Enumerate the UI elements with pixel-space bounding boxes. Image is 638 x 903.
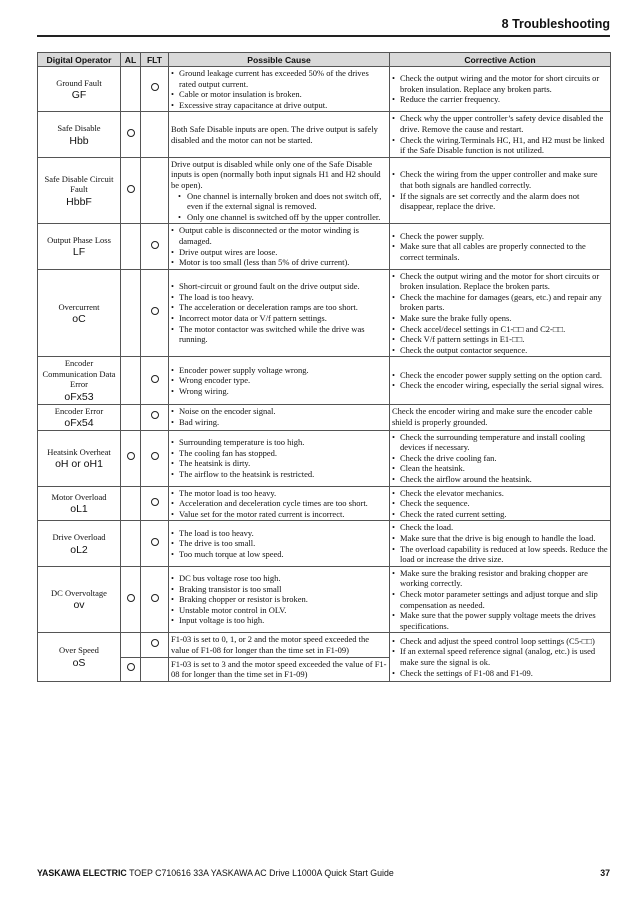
flt-cell — [141, 521, 169, 566]
fault-name: Safe Disable — [57, 123, 101, 134]
al-cell — [121, 112, 141, 157]
circle-mark-icon — [151, 411, 159, 419]
flt-cell — [141, 357, 169, 404]
bullet-list — [171, 406, 387, 427]
troubleshooting-table — [37, 52, 611, 682]
cause-cell — [169, 224, 390, 269]
bullet-list — [392, 568, 608, 632]
bullet-list — [171, 191, 387, 223]
table-header-row — [38, 53, 611, 67]
al-cell — [121, 486, 141, 521]
list-item: • If the signals are set correctly and the alarm does not disappear, replace the drive. — [392, 191, 608, 212]
list-item: • The overload capability is reduced at low speeds. Reduce the load or increase the drive size. — [392, 544, 608, 565]
table-row — [38, 224, 611, 269]
circle-mark-icon — [151, 452, 159, 460]
list-item: • The acceleration or deceleration ramps are too short. — [171, 302, 387, 313]
list-item: • Check and adjust the speed control loop settings (C5-□□) — [392, 636, 608, 647]
operator-cell — [38, 112, 121, 157]
list-item: • The airflow to the heatsink is restricted. — [171, 469, 387, 480]
action-cell — [390, 67, 611, 112]
page-number: 37 — [600, 868, 610, 878]
list-item: • Make sure the braking resistor and braking chopper are working correctly. — [392, 568, 608, 589]
fault-name: Over Speed — [59, 645, 99, 656]
list-item: • Acceleration and deceleration cycle times are too short. — [171, 498, 387, 509]
header-corrective-action: Corrective Action — [390, 53, 611, 67]
header-al: AL — [121, 53, 141, 67]
flt-cell — [141, 157, 169, 224]
bullet-list — [392, 636, 608, 678]
operator-cell — [38, 430, 121, 486]
action-cell — [390, 357, 611, 404]
action-text: Check the encoder wiring and make sure the encoder cable shield is properly grounded. — [392, 406, 593, 428]
list-item: • Check V/f pattern settings in E1-□□. — [392, 334, 608, 345]
list-item: • Unstable motor control in OLV. — [171, 605, 387, 616]
action-cell — [390, 633, 611, 681]
list-item: • Ground leakage current has exceeded 50% of the drives rated output current. — [171, 68, 387, 89]
footer — [37, 868, 610, 878]
bullet-list — [392, 231, 608, 263]
cause-cell — [169, 67, 390, 112]
fault-name: Overcurrent — [58, 301, 100, 312]
bullet-list — [392, 113, 608, 155]
action-cell — [390, 224, 611, 269]
bullet-list — [171, 437, 387, 479]
list-item: • Check motor parameter settings and adjust torque and slip compensation as needed. — [392, 589, 608, 610]
list-item: • Wrong wiring. — [171, 386, 387, 397]
cause-cell — [169, 157, 390, 224]
table-row — [38, 357, 611, 404]
bullet-list — [392, 488, 608, 520]
list-item: • Short-circuit or ground fault on the drive output side. — [171, 281, 387, 292]
circle-mark-icon — [151, 538, 159, 546]
bullet-list — [171, 68, 387, 110]
list-item: • Cable or motor insulation is broken. — [171, 89, 387, 100]
bullet-list — [171, 281, 387, 345]
list-item: • Check the sequence. — [392, 498, 608, 509]
table-row — [38, 566, 611, 633]
circle-mark-icon — [151, 498, 159, 506]
operator-cell — [38, 486, 121, 521]
cause-cell — [169, 486, 390, 521]
fault-name: Heatsink Overheat — [47, 446, 111, 457]
footer-brand: YASKAWA ELECTRIC — [37, 868, 127, 878]
flt-cell — [141, 404, 169, 430]
list-item: • Encoder power supply voltage wrong. — [171, 365, 387, 376]
fault-code: oL2 — [70, 543, 88, 556]
list-item: • Check the power supply. — [392, 231, 608, 242]
list-item: • Check why the upper controller’s safety device disabled the drive. Remove the cause and restart. — [392, 113, 608, 134]
list-item: • DC bus voltage rose too high. — [171, 573, 387, 584]
table-row — [38, 67, 611, 112]
cause-text: F1-03 is set to 0, 1, or 2 and the motor speed exceeded the value of F1-08 for longer than the time set in F1-09) — [171, 634, 370, 655]
flt-cell — [141, 430, 169, 486]
list-item: • The heatsink is dirty. — [171, 458, 387, 469]
list-item: • Braking transistor is too small — [171, 584, 387, 595]
circle-mark-icon — [127, 185, 135, 193]
list-item: • Check the elevator mechanics. — [392, 488, 608, 499]
bullet-list — [171, 365, 387, 397]
list-item: • Check the rated current setting. — [392, 509, 608, 520]
fault-code: oFx54 — [64, 417, 94, 430]
list-item: • Check the wiring.Terminals HC, H1, and H2 must be linked if the Safe Disable function is not utilized. — [392, 135, 608, 156]
action-cell — [390, 566, 611, 633]
circle-mark-icon — [151, 639, 159, 647]
fault-code: GF — [71, 89, 87, 102]
al-cell — [121, 633, 141, 657]
cause-cell — [169, 112, 390, 157]
table-row — [38, 112, 611, 157]
list-item: • The motor load is too heavy. — [171, 488, 387, 499]
fault-name: Motor Overload — [51, 491, 107, 502]
flt-cell — [141, 67, 169, 112]
list-item: • Braking chopper or resistor is broken. — [171, 594, 387, 605]
list-item: • Noise on the encoder signal. — [171, 406, 387, 417]
list-item: • Check the encoder power supply setting on the option card. — [392, 370, 608, 381]
bullet-list — [392, 169, 608, 211]
fault-name: Drive Overload — [52, 532, 106, 543]
fault-name: Ground Fault — [56, 77, 102, 88]
circle-mark-icon — [151, 83, 159, 91]
header-digital-operator: Digital Operator — [38, 53, 121, 67]
al-cell — [121, 157, 141, 224]
bullet-list — [392, 522, 608, 564]
bullet-list — [171, 573, 387, 626]
bullet-list — [392, 271, 608, 356]
circle-mark-icon — [151, 241, 159, 249]
cause-cell — [169, 269, 390, 357]
fault-code: ov — [73, 599, 85, 612]
list-item: • Output cable is disconnected or the motor winding is damaged. — [171, 225, 387, 246]
fault-code: oS — [72, 656, 86, 669]
table-row — [38, 486, 611, 521]
al-cell — [121, 357, 141, 404]
fault-name: DC Overvoltage — [51, 587, 107, 598]
table-row — [38, 157, 611, 224]
flt-cell — [141, 633, 169, 657]
list-item: • Check the output wiring and the motor for short circuits or broken insulation. Replace the broken parts. — [392, 271, 608, 292]
fault-code: oL1 — [70, 503, 88, 516]
cause-cell — [169, 566, 390, 633]
list-item: • Reduce the carrier frequency. — [392, 94, 608, 105]
header-rule — [37, 35, 610, 37]
circle-mark-icon — [127, 452, 135, 460]
table-row — [38, 521, 611, 566]
cause-cell — [169, 521, 390, 566]
list-item: • The cooling fan has stopped. — [171, 448, 387, 459]
list-item: • Drive output wires are loose. — [171, 247, 387, 258]
operator-cell — [38, 521, 121, 566]
list-item: • Check accel/decel settings in C1-□□ and C2-□□. — [392, 324, 608, 335]
section-title: 8 Troubleshooting — [501, 17, 610, 31]
operator-cell — [38, 224, 121, 269]
action-cell — [390, 157, 611, 224]
header-flt: FLT — [141, 53, 169, 67]
bullet-list — [171, 225, 387, 267]
action-cell — [390, 486, 611, 521]
fault-code: HbbF — [66, 195, 92, 208]
operator-cell — [38, 404, 121, 430]
cause-cell — [169, 633, 390, 657]
list-item: • Bad wiring. — [171, 417, 387, 428]
list-item: • Make sure that the power supply voltage meets the drives specifications. — [392, 610, 608, 631]
fault-code: LF — [72, 246, 86, 259]
circle-mark-icon — [151, 307, 159, 315]
bullet-list — [171, 528, 387, 560]
table-row — [38, 430, 611, 486]
flt-cell — [141, 657, 169, 681]
bullet-list — [171, 488, 387, 520]
list-item: • Input voltage is too high. — [171, 615, 387, 626]
cause-text: Both Safe Disable inputs are open. The drive output is safely disabled and the motor can not be started. — [171, 123, 378, 145]
header-possible-cause: Possible Cause — [169, 53, 390, 67]
list-item: • Check the output contactor sequence. — [392, 345, 608, 356]
cause-cell — [169, 657, 390, 681]
footer-doc: TOEP C710616 33A YASKAWA AC Drive L1000A Quick Start Guide — [129, 868, 394, 878]
circle-mark-icon — [127, 594, 135, 602]
al-cell — [121, 404, 141, 430]
al-cell — [121, 430, 141, 486]
operator-cell — [38, 566, 121, 633]
cause-cell — [169, 404, 390, 430]
list-item: • Make sure that the drive is big enough to handle the load. — [392, 533, 608, 544]
list-item: • The drive is too small. — [171, 538, 387, 549]
cause-cell — [169, 357, 390, 404]
fault-code: oH or oH1 — [55, 458, 103, 471]
operator-cell — [38, 67, 121, 112]
list-item: • Check the settings of F1-08 and F1-09. — [392, 668, 608, 679]
fault-code: oFx53 — [64, 390, 94, 403]
list-item: • Make sure that all cables are properly connected to the correct terminals. — [392, 241, 608, 262]
action-cell — [390, 430, 611, 486]
table-row — [38, 633, 611, 657]
list-item: • Motor is too small (less than 5% of drive current). — [171, 257, 387, 268]
al-cell — [121, 269, 141, 357]
list-item: • Excessive stray capacitance at drive output. — [171, 100, 387, 111]
al-cell — [121, 67, 141, 112]
list-item: • Check the encoder wiring, especially the serial signal wires. — [392, 380, 608, 391]
circle-mark-icon — [127, 129, 135, 137]
list-item: • If an external speed reference signal (analog, etc.) is used make sure the signal is ok. — [392, 646, 608, 667]
action-cell — [390, 112, 611, 157]
circle-mark-icon — [127, 663, 135, 671]
flt-cell — [141, 224, 169, 269]
action-cell — [390, 269, 611, 357]
al-cell — [121, 566, 141, 633]
al-cell — [121, 521, 141, 566]
list-item: • Check the machine for damages (gears, etc.) and repair any broken parts. — [392, 292, 608, 313]
flt-cell — [141, 566, 169, 633]
cause-text: Drive output is disabled while only one of the Safe Disable inputs is open (normally both input signals H1 and H2 should be open). — [171, 158, 381, 190]
table-body — [38, 67, 611, 682]
bullet-list — [392, 370, 608, 391]
bullet-list — [392, 432, 608, 485]
table-row — [38, 269, 611, 357]
fault-code: oC — [72, 313, 86, 326]
list-item: • Check the wiring from the upper controller and make sure that both signals are handled correctly. — [392, 169, 608, 190]
cause-cell — [169, 430, 390, 486]
list-item: • The motor contactor was switched while the drive was running. — [171, 324, 387, 345]
list-item: • Check the airflow around the heatsink. — [392, 474, 608, 485]
cause-text: F1-03 is set to 3 and the motor speed exceeded the value of F1-08 for longer than the time set in F1-09) — [171, 658, 387, 680]
fault-code: Hbb — [69, 134, 89, 147]
list-item: • Make sure the brake fully opens. — [392, 313, 608, 324]
operator-cell — [38, 633, 121, 681]
fault-name: Safe Disable Circuit Fault — [44, 173, 114, 195]
operator-cell — [38, 357, 121, 404]
list-item: • The load is too heavy. — [171, 292, 387, 303]
fault-name: Output Phase Loss — [47, 234, 111, 245]
list-item: • Wrong encoder type. — [171, 375, 387, 386]
list-item: • One channel is internally broken and does not switch off, even if the external signal is removed. — [171, 191, 387, 212]
circle-mark-icon — [151, 594, 159, 602]
list-item: • Check the load. — [392, 522, 608, 533]
al-cell — [121, 657, 141, 681]
action-cell — [390, 404, 611, 430]
list-item: • Value set for the motor rated current is incorrect. — [171, 509, 387, 520]
flt-cell — [141, 486, 169, 521]
operator-cell — [38, 269, 121, 357]
action-cell — [390, 521, 611, 566]
fault-name: Encoder Communication Data Error — [42, 358, 116, 390]
list-item: • Check the output wiring and the motor for short circuits or broken insulation. Replace any broken parts. — [392, 73, 608, 94]
bullet-list — [392, 73, 608, 105]
list-item: • Only one channel is switched off by the upper controller. — [171, 212, 387, 223]
al-cell — [121, 224, 141, 269]
list-item: • Clean the heatsink. — [392, 463, 608, 474]
fault-name: Encoder Error — [54, 405, 104, 416]
list-item: • The load is too heavy. — [171, 528, 387, 539]
list-item: • Check the drive cooling fan. — [392, 453, 608, 464]
list-item: • Check the surrounding temperature and install cooling devices if necessary. — [392, 432, 608, 453]
flt-cell — [141, 112, 169, 157]
operator-cell — [38, 157, 121, 224]
list-item: • Incorrect motor data or V/f pattern settings. — [171, 313, 387, 324]
flt-cell — [141, 269, 169, 357]
list-item: • Too much torque at low speed. — [171, 549, 387, 560]
circle-mark-icon — [151, 375, 159, 383]
list-item: • Surrounding temperature is too high. — [171, 437, 387, 448]
table-row — [38, 404, 611, 430]
